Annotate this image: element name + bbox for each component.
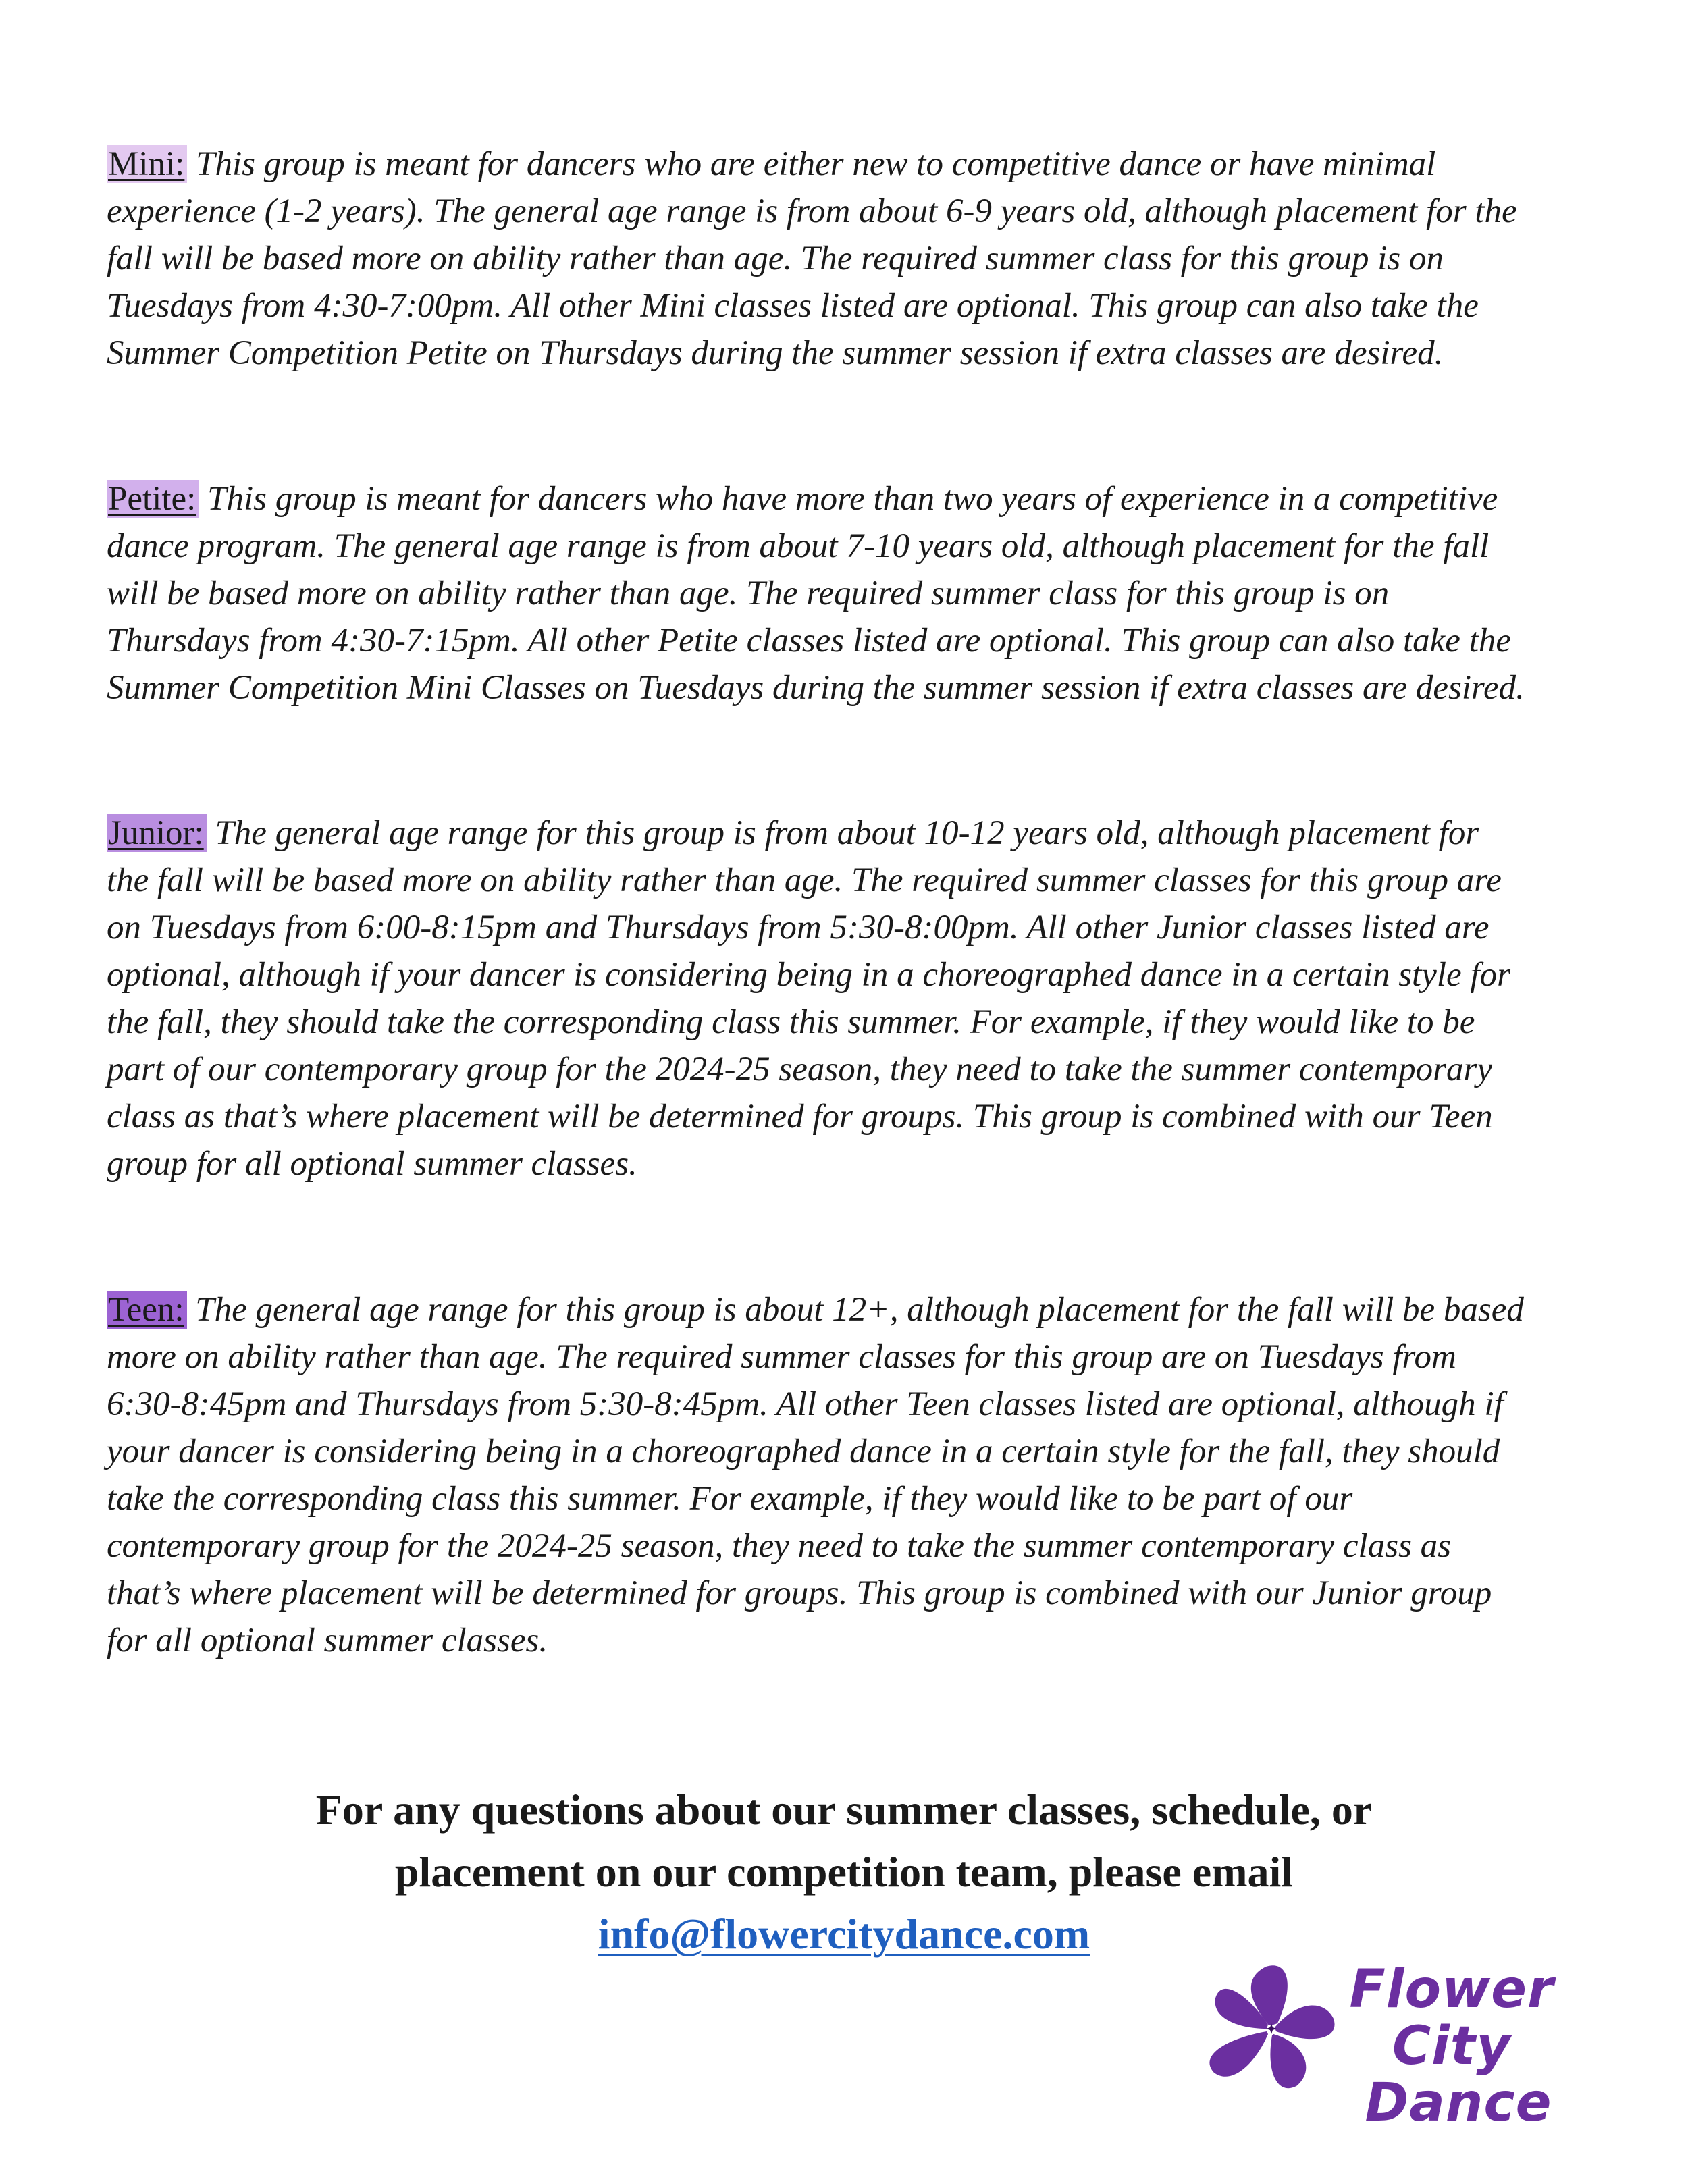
logo-wordmark xyxy=(1317,1961,1587,2131)
section-teen xyxy=(107,1286,1525,1664)
section-text-mini: This group is meant for dancers who are either new to competitive dance or have minimal experience (1-2 years). The general age range is from about 6-9 years old, although placement for the fall will be based more on ability rather than age. The required summer class for this group is on Tuesdays from 4:30-7:00pm. All other Mini classes listed are optional. This group can also take the Summer Competition Petite on Thursdays during the summer session if extra classes are desired. xyxy=(107,145,1517,372)
flower-city-dance-logo xyxy=(1202,1959,1580,2133)
section-text-teen: The general age range for this group is about 12+, although placement for the fall will be based more on ability rather than age. The required summer classes for this group are on Tuesdays from 6:30-8:45pm and Thursdays from 5:30-8:45pm. All other Teen classes listed are optional, although if your dancer is considering being in a choreographed dance in a certain style for the fall, they should take the corresponding class this summer. For example, if they would like to be part of our contemporary group for the 2024-25 season, they need to take the summer contemporary class as that’s where placement will be determined for groups. This group is combined with our Junior group for all optional summer classes. xyxy=(107,1291,1524,1659)
section-petite xyxy=(107,475,1525,712)
section-text-petite: This group is meant for dancers who have more than two years of experience in a competitive dance program. The general age range is from about 7-10 years old, although placement for the fall will be based more on ability rather than age. The required summer class for this group is on Thursdays from 4:30-7:15pm. All other Petite classes listed are optional. This group can also take the Summer Competition Mini Classes on Tuesdays during the summer session if extra classes are desired. xyxy=(107,480,1525,707)
section-label-petite: Petite: xyxy=(107,480,199,518)
closing-line-1: For any questions about our summer classes, schedule, or xyxy=(315,1786,1373,1834)
section-label-mini: Mini: xyxy=(107,145,187,183)
section-mini xyxy=(107,140,1525,377)
logo-line-1: Flower City xyxy=(1349,1959,1554,2077)
logo-line-2: Dance xyxy=(1365,2073,1552,2133)
closing-message xyxy=(169,1779,1519,1965)
closing-line-2: placement on our competition team, please email xyxy=(394,1848,1294,1896)
section-label-junior: Junior: xyxy=(107,814,207,852)
section-label-teen: Teen: xyxy=(107,1291,187,1329)
section-junior xyxy=(107,809,1525,1188)
section-text-junior: The general age range for this group is from about 10-12 years old, although placement for the fall will be based more on ability rather than age. The required summer classes for this group are on Tuesdays from 6:00-8:15pm and Thursdays from 5:30-8:00pm. All other Junior classes listed are optional, although if your dancer is considering being in a choreographed dance in a certain style for the fall, they should take the corresponding class this summer. For example, if they would like to be part of our contemporary group for the 2024-25 season, they need to take the summer contemporary class as that’s where placement will be determined for groups. This group is combined with our Teen group for all optional summer classes. xyxy=(107,814,1510,1183)
email-link[interactable]: info@flowercitydance.com xyxy=(598,1910,1090,1958)
